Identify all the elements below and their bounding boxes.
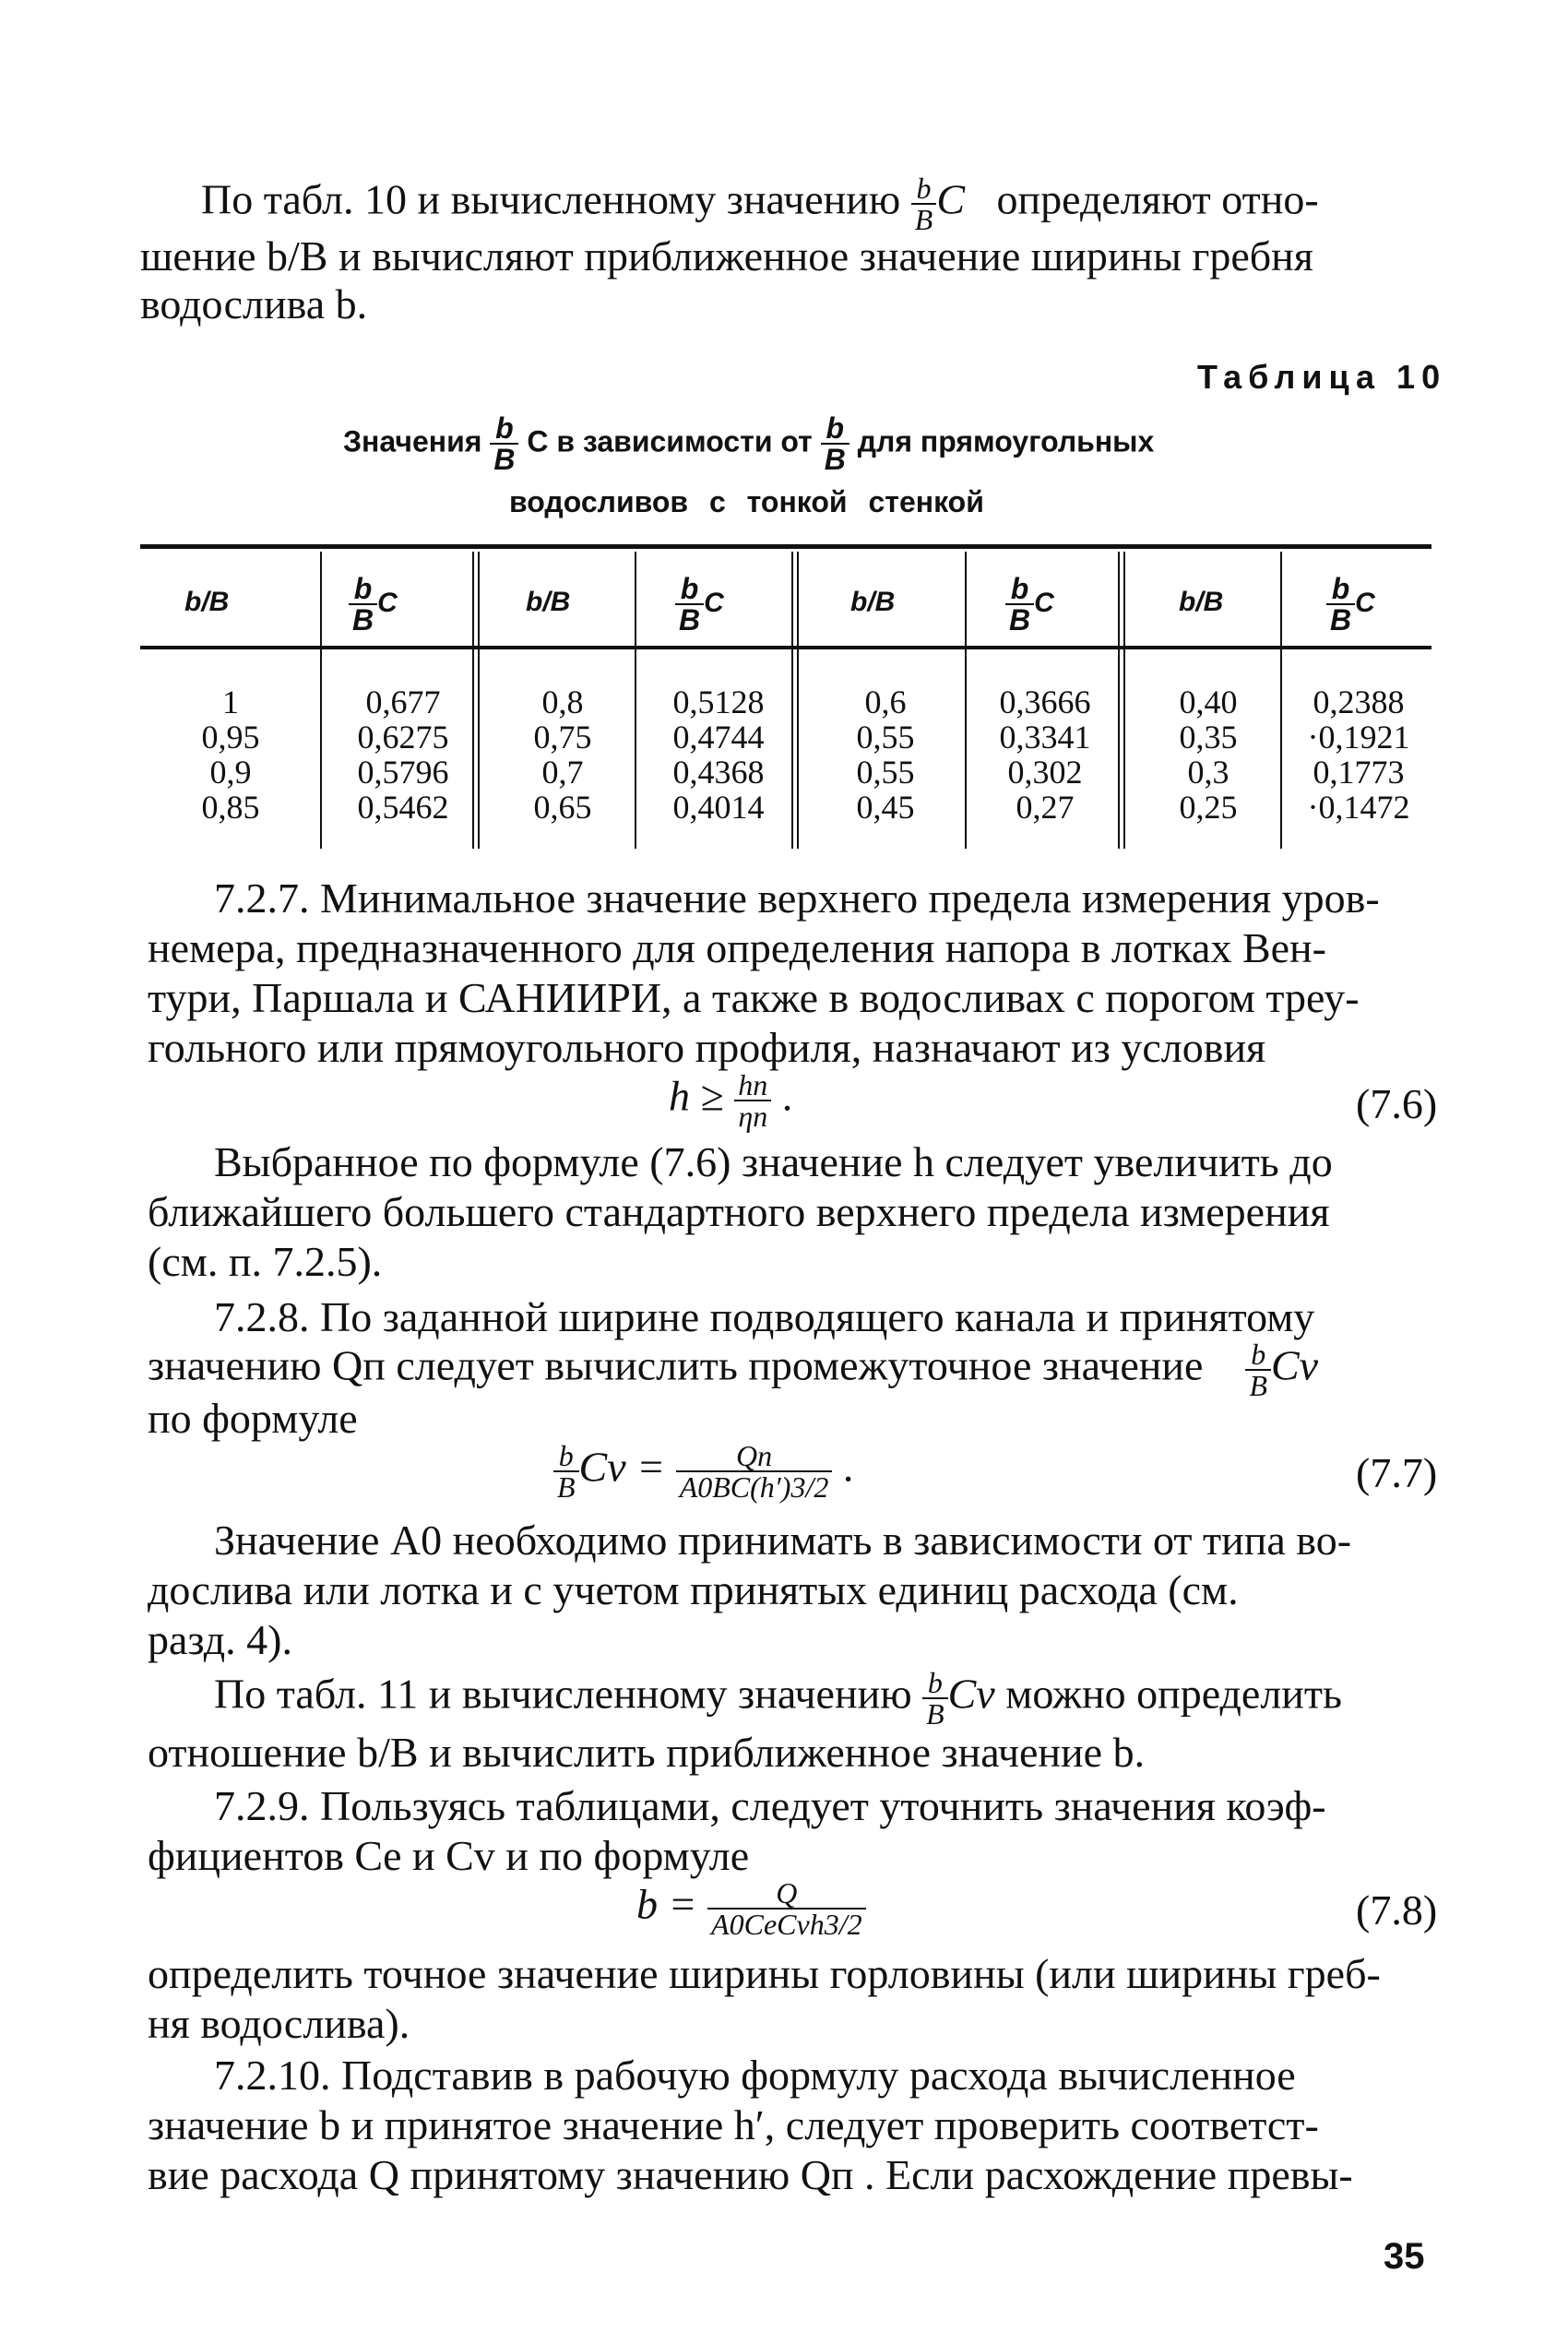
page-number: 35 bbox=[1384, 2236, 1425, 2277]
table-cell: 0,7 bbox=[541, 754, 584, 791]
equation-number: (7.7) bbox=[1356, 1449, 1438, 1496]
table-cell: 0,40 bbox=[1179, 684, 1238, 720]
table-column-bC bbox=[646, 684, 791, 825]
table-column-bC bbox=[1286, 684, 1431, 825]
table-cell: 0,2388 bbox=[1313, 684, 1405, 720]
s7210-line1: 7.2.10. Подставив в рабочую формулу расхода вычисленное bbox=[214, 2052, 1296, 2099]
table-header-bB: b/B bbox=[526, 587, 571, 617]
table-cell: 0,3666 bbox=[999, 684, 1091, 720]
table-cell: ·0,1921 bbox=[1307, 719, 1410, 756]
formula-7-7: $\frac{b}{B}$ Cv = $\frac{Qп}{A0BC(h')3/2}$ . bbox=[553, 1441, 853, 1502]
table-column-bB bbox=[498, 684, 627, 825]
table-cell: ·0,1472 bbox=[1307, 789, 1410, 826]
table-cell: 0,75 bbox=[533, 719, 592, 756]
table-cell: 0,8 bbox=[541, 684, 584, 720]
table-cell: 0,85 bbox=[201, 789, 260, 826]
table-cell: 0,27 bbox=[1016, 789, 1075, 826]
table-cell: 0,95 bbox=[201, 719, 260, 756]
table-column-bB bbox=[821, 684, 950, 825]
s728-after-line1: Значение A0 необходимо принимать в зависимости от типа во- bbox=[214, 1517, 1352, 1564]
table-header-bB: b/B bbox=[1179, 587, 1224, 617]
table-cell: 0,55 bbox=[856, 754, 915, 791]
table-vline bbox=[320, 552, 322, 849]
table-top-rule bbox=[140, 544, 1431, 549]
table-cell: 0,4744 bbox=[672, 719, 765, 756]
table-cell: 0,4368 bbox=[672, 754, 765, 791]
s729-line1: 7.2.9. Пользуясь таблицами, следует уточнить значения коэф- bbox=[214, 1782, 1326, 1829]
equation-number: (7.8) bbox=[1356, 1886, 1438, 1933]
s728-table11-line1: По табл. 11 и вычисленному значению $\frac{b}{B}$ Cv можно определить bbox=[214, 1666, 1342, 1731]
table-header-bC: $\frac{b}{B}$ C bbox=[1326, 574, 1375, 635]
table-cell: 0,5462 bbox=[357, 789, 449, 826]
s7210-line2: значение b и принятое значение h′, следует проверить соответст- bbox=[148, 2101, 1319, 2148]
formula-7-8: b = $\frac{Q}{\text{A0CeCvh3/2}}$ bbox=[636, 1878, 866, 1939]
table-cell: 0,302 bbox=[1007, 754, 1083, 791]
table-column-bC bbox=[976, 684, 1114, 825]
s727-line1: 7.2.7. Минимальное значение верхнего предела измерения уров- bbox=[214, 874, 1380, 922]
table-header-bB: b/B bbox=[850, 587, 896, 617]
table-cell: 0,4014 bbox=[672, 789, 765, 826]
table-cell: 0,1773 bbox=[1313, 754, 1405, 791]
fraction-b-over-B: $\frac{b}{B}$ bbox=[911, 173, 937, 234]
table-column-bB bbox=[1144, 684, 1273, 825]
table-vline bbox=[1280, 552, 1282, 849]
s728-line3: по формуле bbox=[148, 1395, 358, 1442]
table-cell: 0,25 bbox=[1179, 789, 1238, 826]
table-cell: 0,35 bbox=[1179, 719, 1238, 756]
table-cell: 0,3341 bbox=[999, 719, 1091, 756]
s727-after-line3: (см. п. 7.2.5). bbox=[148, 1238, 383, 1285]
table-cell: 0,6 bbox=[864, 684, 907, 720]
s727-after-line2: ближайшего большего стандартного верхнего предела измерения bbox=[148, 1188, 1330, 1235]
table-cell: 0,5796 bbox=[357, 754, 449, 791]
table-cell: 0,65 bbox=[533, 789, 592, 826]
para1-line3: водослива b. bbox=[140, 280, 368, 327]
table-cell: 0,9 bbox=[209, 754, 252, 791]
table-label: Таблица 10 bbox=[1197, 358, 1447, 396]
table-header-bC: $\frac{b}{B}$ C bbox=[349, 574, 398, 635]
table-caption-line2: водосливов с тонкой стенкой bbox=[509, 485, 984, 518]
table-cell: 1 bbox=[222, 684, 239, 720]
table-cell: 0,5128 bbox=[672, 684, 765, 720]
table-column-bB bbox=[166, 684, 295, 825]
table-column-bC bbox=[334, 684, 472, 825]
s728-after-line3: разд. 4). bbox=[148, 1616, 292, 1663]
table-cell: 0,3 bbox=[1187, 754, 1229, 791]
table-cell: 0,677 bbox=[365, 684, 441, 720]
s7210-line3: вие расхода Q принятому значению Qп . Если расхождение превы- bbox=[148, 2151, 1353, 2198]
table-vline bbox=[1123, 552, 1125, 849]
s727-after-line1: Выбранное по формуле (7.6) значение h следует увеличить до bbox=[214, 1138, 1333, 1185]
s728-line2: значению Qп следует вычислить промежуточное значение $\frac{b}{B}$ Cv bbox=[148, 1338, 1319, 1402]
table-vline bbox=[1118, 552, 1120, 849]
s727-line3: тури, Паршала и САНИИРИ, а также в водосливах с порогом треу- bbox=[148, 974, 1360, 1021]
equation-number: (7.6) bbox=[1356, 1080, 1438, 1127]
table-vline bbox=[478, 552, 480, 849]
table-vline bbox=[797, 552, 799, 849]
table-header-bB: b/B bbox=[184, 587, 230, 617]
table-header-bC: $\frac{b}{B}$ C bbox=[1005, 574, 1054, 635]
s729-after-line2: ня водослива). bbox=[148, 2000, 410, 2047]
s728-table11-line2: отношение b/B и вычислить приближенное значение b. bbox=[148, 1729, 1146, 1776]
s727-line2: немера, предназначенного для определения напора в лотках Вен- bbox=[148, 924, 1326, 971]
table-cell: 0,45 bbox=[856, 789, 915, 826]
table-cell: 0,6275 bbox=[357, 719, 449, 756]
table-header-bC: $\frac{b}{B}$ C bbox=[675, 574, 724, 635]
table-header-rule bbox=[140, 646, 1431, 649]
s728-after-line2: дослива или лотка и с учетом принятых единиц расхода (см. bbox=[148, 1566, 1239, 1613]
table-vline bbox=[791, 552, 793, 849]
para1-line1: По табл. 10 и вычисленному значению $\frac{b}{B}$ C определяют отно- bbox=[201, 172, 1319, 236]
formula-7-6: h ≥ $\frac{hп}{\eta п}$ . bbox=[669, 1068, 793, 1133]
table-cell: 0,55 bbox=[856, 719, 915, 756]
s727-line4: гольного или прямоугольного профиля, назначают из условия bbox=[148, 1024, 1266, 1071]
s729-after-line1: определить точное значение ширины горловины (или ширины греб- bbox=[148, 1950, 1381, 1997]
table-vline bbox=[965, 552, 967, 849]
para1-line2: шение b/B и вычисляют приближенное значение ширины гребня bbox=[140, 232, 1313, 280]
table-vline bbox=[472, 552, 474, 849]
s729-line2: фициентов Ce и Cv и по формуле bbox=[148, 1832, 750, 1879]
table-vline bbox=[635, 552, 636, 849]
table-caption-line1: Значения $\frac{b}{B}$ C в зависимости от $\frac{b}{B}$ для прямоугольных bbox=[343, 411, 1155, 476]
s728-line1: 7.2.8. По заданной ширине подводящего канала и принятому bbox=[214, 1293, 1315, 1340]
